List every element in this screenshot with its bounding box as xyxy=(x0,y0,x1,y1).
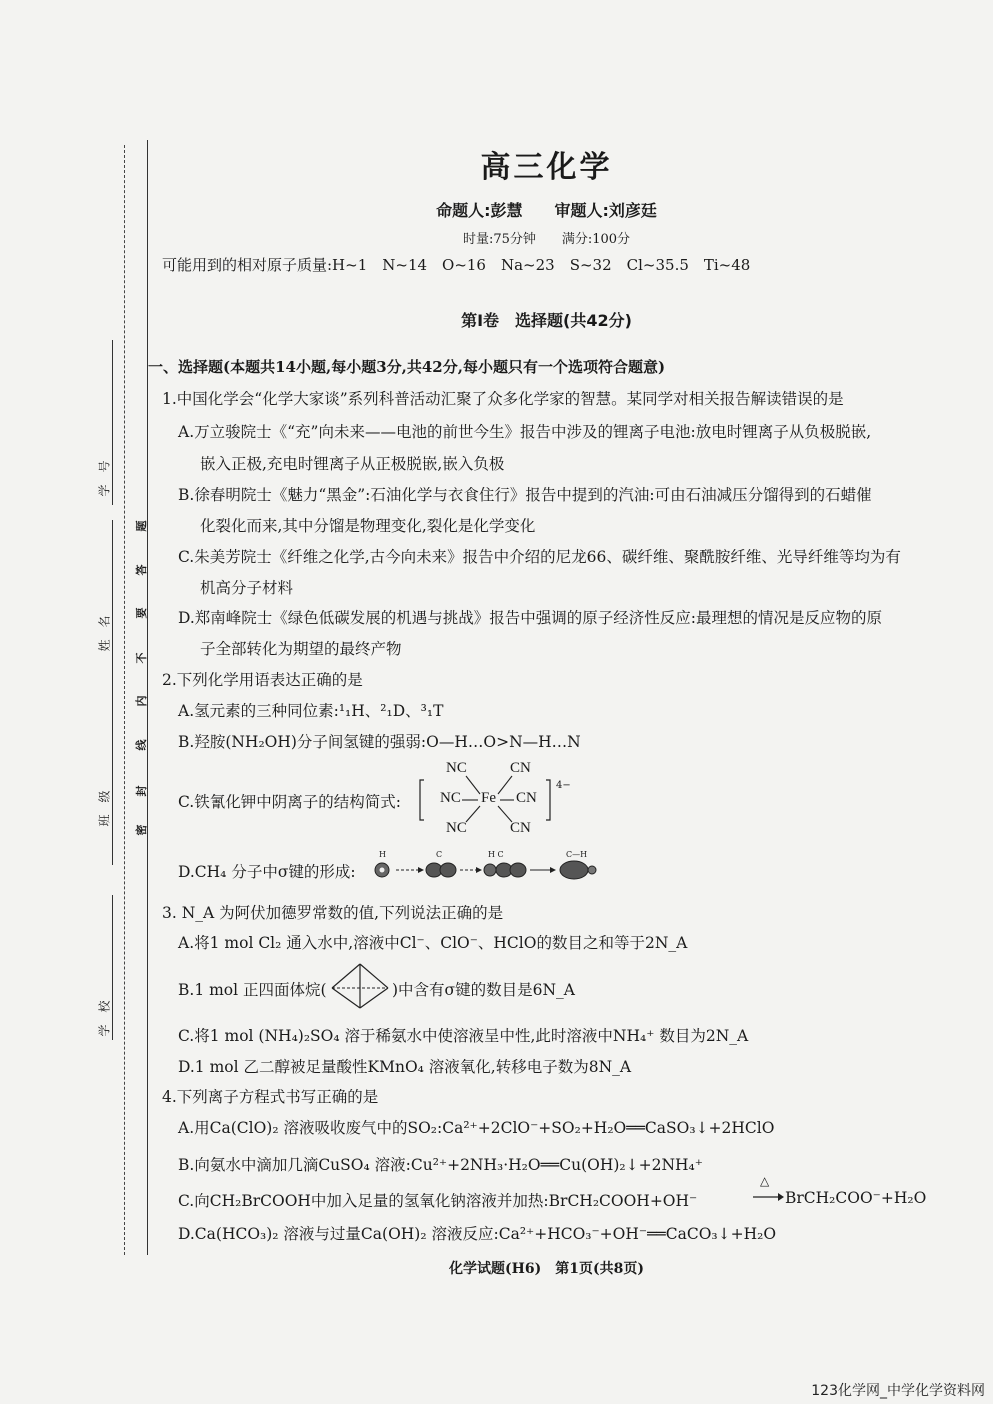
question-4-option-d: D.Ca(HCO₃)₂ 溶液与过量Ca(OH)₂ 溶液反应:Ca²⁺+HCO₃⁻+OH⁻══CaCO₃↓+H₂O xyxy=(178,1225,777,1243)
question-2-stem: 2.下列化学用语表达正确的是 xyxy=(162,671,363,689)
question-3-option-b-pre: B.1 mol 正四面体烷( xyxy=(178,981,327,999)
school-blank xyxy=(112,895,113,1040)
question-3-option-b-post: )中含有σ键的数目是6N_A xyxy=(392,981,575,999)
class-blank xyxy=(112,700,113,865)
question-4-stem: 4.下列离子方程式书写正确的是 xyxy=(162,1088,379,1106)
seal-char: 要 xyxy=(135,607,148,619)
exam-timing: 时量:75分钟 满分:100分 xyxy=(462,232,631,247)
orbital-label-hc: H C xyxy=(488,850,504,859)
watermark: 123化学网_中学化学资料网 xyxy=(811,1383,985,1399)
seal-char: 封 xyxy=(135,785,148,797)
question-1-option-d-cont: 子全部转化为期望的最终产物 xyxy=(200,640,402,658)
orbital-label-h: H xyxy=(379,850,386,859)
section-title: 第Ⅰ卷 选择题(共42分) xyxy=(461,311,632,330)
page-footer: 化学试题(H6) 第1页(共8页) xyxy=(449,1261,644,1277)
question-1-option-c-cont: 机高分子材料 xyxy=(200,579,294,597)
ligand-bottom-left: NC xyxy=(446,820,467,836)
question-3-option-c: C.将1 mol (NH₄)₂SO₄ 溶于稀氨水中使溶液呈中性,此时溶液中NH₄⁺ 数目为2N_A xyxy=(178,1027,749,1045)
ligand-top-right: CN xyxy=(510,760,531,776)
question-4-option-b: B.向氨水中滴加几滴CuSO₄ 溶液:Cu²⁺+2NH₃·H₂O══Cu(OH)₂↓+2NH₄⁺ xyxy=(178,1156,703,1174)
seal-char: 答 xyxy=(135,564,148,576)
question-1-option-a-cont: 嵌入正极,充电时锂离子从正极脱嵌,嵌入负极 xyxy=(200,455,505,473)
metal-center: Fe xyxy=(481,790,496,806)
question-1-option-d: D.郑南峰院士《绿色低碳发展的机遇与挑战》报告中强调的原子经济性反应:最理想的情况是反应物的原 xyxy=(178,609,883,627)
question-4-option-c-post: BrCH₂COO⁻+H₂O xyxy=(785,1189,927,1207)
school-label: 学 校 xyxy=(97,1000,112,1037)
seal-char: 密 xyxy=(135,824,148,836)
seal-char: 题 xyxy=(135,520,148,532)
question-2-option-d: D.CH₄ 分子中σ键的形成: xyxy=(178,863,356,881)
question-2-option-b: B.羟胺(NH₂OH)分子间氢键的强弱:O—H…O>N—H…N xyxy=(178,733,581,751)
class-label: 班 级 xyxy=(97,790,112,827)
question-3-option-d: D.1 mol 乙二醇被足量酸性KMnO₄ 溶液氧化,转移电子数为8N_A xyxy=(178,1058,632,1076)
ligand-left: NC xyxy=(440,790,461,806)
ligand-top-left: NC xyxy=(446,760,467,776)
seal-char: 线 xyxy=(135,739,148,751)
heat-symbol: △ xyxy=(760,1174,770,1188)
question-2-option-c: C.铁氰化钾中阴离子的结构简式: xyxy=(178,793,401,811)
question-4-option-c-pre: C.向CH₂BrCOOH中加入足量的氢氧化钠溶液并加热:BrCH₂COOH+OH⁻ xyxy=(178,1192,698,1210)
question-4-option-a: A.用Ca(ClO)₂ 溶液吸收废气中的SO₂:Ca²⁺+2ClO⁻+SO₂+H₂O══CaSO₃↓+2HClO xyxy=(178,1119,775,1137)
seal-char: 内 xyxy=(135,695,148,707)
orbital-label-ch: C—H xyxy=(566,850,588,859)
question-1-option-a: A.万立骏院士《“充”向未来——电池的前世今生》报告中涉及的锂离子电池:放电时锂离子从负极脱嵌, xyxy=(178,423,872,441)
question-1-option-b-cont: 化裂化而来,其中分馏是物理变化,裂化是化学变化 xyxy=(200,517,536,535)
atomic-masses: 可能用到的相对原子质量:H~1 N~14 O~16 Na~23 S~32 Cl~35.5 Ti~48 xyxy=(162,256,751,274)
question-1-option-c: C.朱美芳院士《纤维之化学,古今向未来》报告中介绍的尼龙66、碳纤维、聚酰胺纤维、光导纤维等均为有 xyxy=(178,548,901,566)
part-title: 一、选择题(本题共14小题,每小题3分,共42分,每小题只有一个选项符合题意) xyxy=(148,358,666,376)
question-1-stem: 1.中国化学会“化学大家谈”系列科普活动汇聚了众多化学家的智慧。某同学对相关报告解读错误的是 xyxy=(162,390,844,408)
seal-char: 不 xyxy=(135,652,148,664)
page-title: 高三化学 xyxy=(480,150,613,185)
name-blank xyxy=(112,520,113,700)
student-id-label: 学 号 xyxy=(97,460,112,497)
question-3-stem: 3. N_A 为阿伏加德罗常数的值,下列说法正确的是 xyxy=(162,904,504,922)
question-3-option-a: A.将1 mol Cl₂ 通入水中,溶液中Cl⁻、ClO⁻、HClO的数目之和等于2N_A xyxy=(178,934,688,952)
question-1-option-b: B.徐春明院士《魅力“黑金”:石油化学与衣食住行》报告中提到的汽油:可由石油减压分馏得到的石蜡催 xyxy=(178,486,872,504)
authors: 命题人:彭慧 审题人:刘彦廷 xyxy=(436,201,657,220)
ligand-right: CN xyxy=(516,790,537,806)
ligand-bottom-right: CN xyxy=(510,820,531,836)
orbital-label-c: C xyxy=(436,850,443,859)
tetrahedrane-icon xyxy=(330,962,390,1010)
question-2-option-a: A.氢元素的三种同位素:¹₁H、²₁D、³₁T xyxy=(178,702,444,720)
name-label: 姓 名 xyxy=(97,615,112,652)
student-id-blank xyxy=(112,340,113,505)
complex-charge: 4− xyxy=(556,780,571,791)
